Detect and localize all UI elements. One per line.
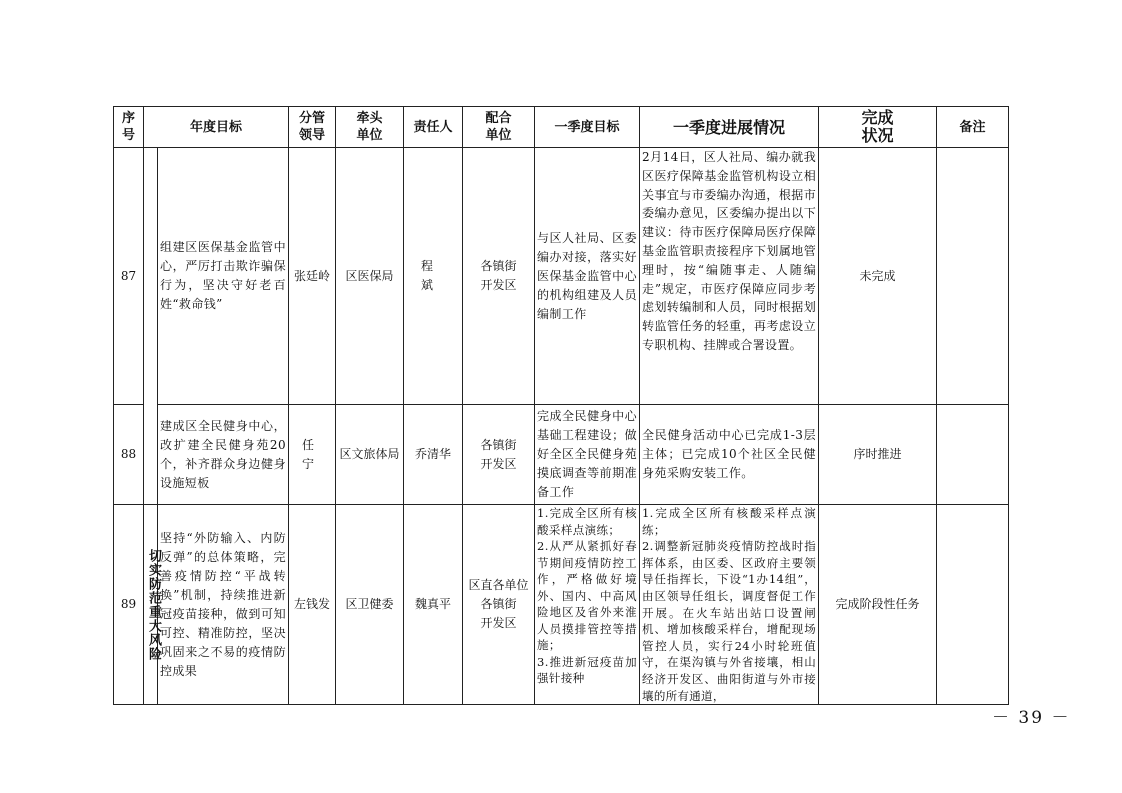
row-q1-progress: 2月14日，区人社局、编办就我区医疗保障基金监管机构设立相关事宜与市委编办沟通，根据市委编办意见，区委编办提出以下建议：待市医疗保障局医疗保障基金监管职责接程序下划属地管理时，按“编随事走、人随编走”规定，市医疗保障应同步考虑划转编制和人员，同时根据划转监管任务的轻重，再考虑设立专职机构、挂牌或合署设置。	[640, 148, 819, 405]
row-responsible: 魏真平	[404, 505, 463, 705]
row-leader: 张廷岭	[289, 148, 336, 405]
row-leader: 左钱发	[289, 505, 336, 705]
row-goal: 建成区全民健身中心，改扩建全民健身苑20个，补齐群众身边健身设施短板	[158, 405, 289, 505]
row-lead-unit: 区卫健委	[336, 505, 404, 705]
row-goal: 组建区医保基金监管中心，严厉打击欺诈骗保行为，坚决守好老百姓“救命钱”	[158, 148, 289, 405]
header-remarks: 备注	[937, 107, 1009, 148]
page-number: － 39 －	[992, 708, 1071, 728]
row-q1-goal: 完成全民健身中心基础工程建设；做好全区全民健身苑摸底调查等前期准备工作	[535, 405, 640, 505]
table-row	[114, 148, 1009, 405]
header-status: 完成 状况	[819, 107, 937, 148]
row-seq: 89	[114, 505, 144, 705]
work-progress-table	[113, 106, 1009, 705]
row-lead-unit: 区医保局	[336, 148, 404, 405]
row-remarks	[937, 148, 1009, 405]
header-row	[114, 107, 1009, 148]
row-status: 序时推进	[819, 405, 937, 505]
row-responsible: 乔清华	[404, 405, 463, 505]
category-cell-empty	[144, 148, 158, 505]
row-q1-progress: 1.完成全区所有核酸采样点演练； 2.调整新冠肺炎疫情防控战时指挥体系，由区委、区政府主要领导任指挥长，下设“1办14组”，由区领导任组长，调度督促工作开展。在火车站出站口设置闸机、增加核酸采样台，增配现场管控人员，实行24小时轮班值守，在渠沟镇与外省接壤，相山经济开发区、曲阳街道与外市接壤的所有通道，	[640, 505, 819, 705]
table-row	[114, 405, 1009, 505]
row-coop-unit: 各镇街 开发区	[463, 148, 535, 405]
row-q1-goal: 与区人社局、区委编办对接，落实好医保基金监管中心的机构组建及人员编制工作	[535, 148, 640, 405]
header-seq: 序号	[114, 107, 144, 148]
category-label: 切实防范重大风险	[146, 548, 161, 661]
category-cell	[144, 505, 161, 705]
row-q1-progress: 全民健身活动中心已完成1-3层主体；已完成10个社区全民健身苑采购安装工作。	[640, 405, 819, 505]
header-responsible: 责任人	[404, 107, 463, 148]
header-lead-unit: 牵头 单位	[336, 107, 404, 148]
row-coop-unit: 区直各单位 各镇街 开发区	[463, 505, 535, 705]
row-status: 完成阶段性任务	[819, 505, 937, 705]
header-q1-progress: 一季度进展情况	[640, 107, 819, 148]
header-coop-unit: 配合 单位	[463, 107, 535, 148]
row-status: 未完成	[819, 148, 937, 405]
row-seq: 88	[114, 405, 144, 505]
row-q1-goal: 1.完成全区所有核酸采样点演练； 2.从严从紧抓好春节期间疫情防控工作，严格做好境外、国内、中高风险地区及省外来淮人员摸排管控等措施； 3.推进新冠疫苗加强针接种	[535, 505, 640, 705]
row-lead-unit: 区文旅体局	[336, 405, 404, 505]
row-coop-unit: 各镇街 开发区	[463, 405, 535, 505]
header-annual-goal: 年度目标	[144, 107, 289, 148]
header-leader: 分管 领导	[289, 107, 336, 148]
row-responsible: 程 斌	[404, 148, 463, 405]
row-remarks	[937, 505, 1009, 705]
table-row	[114, 505, 1009, 705]
row-seq: 87	[114, 148, 144, 405]
row-leader: 任 宁	[289, 405, 336, 505]
header-q1-goal: 一季度目标	[535, 107, 640, 148]
row-goal: 坚持“外防输入、内防反弹”的总体策略，完善疫情防控“平战转换”机制，持续推进新冠疫苗接种，做到可知可控、精准防控，坚决巩固来之不易的疫情防控成果	[158, 505, 289, 705]
row-remarks	[937, 405, 1009, 505]
